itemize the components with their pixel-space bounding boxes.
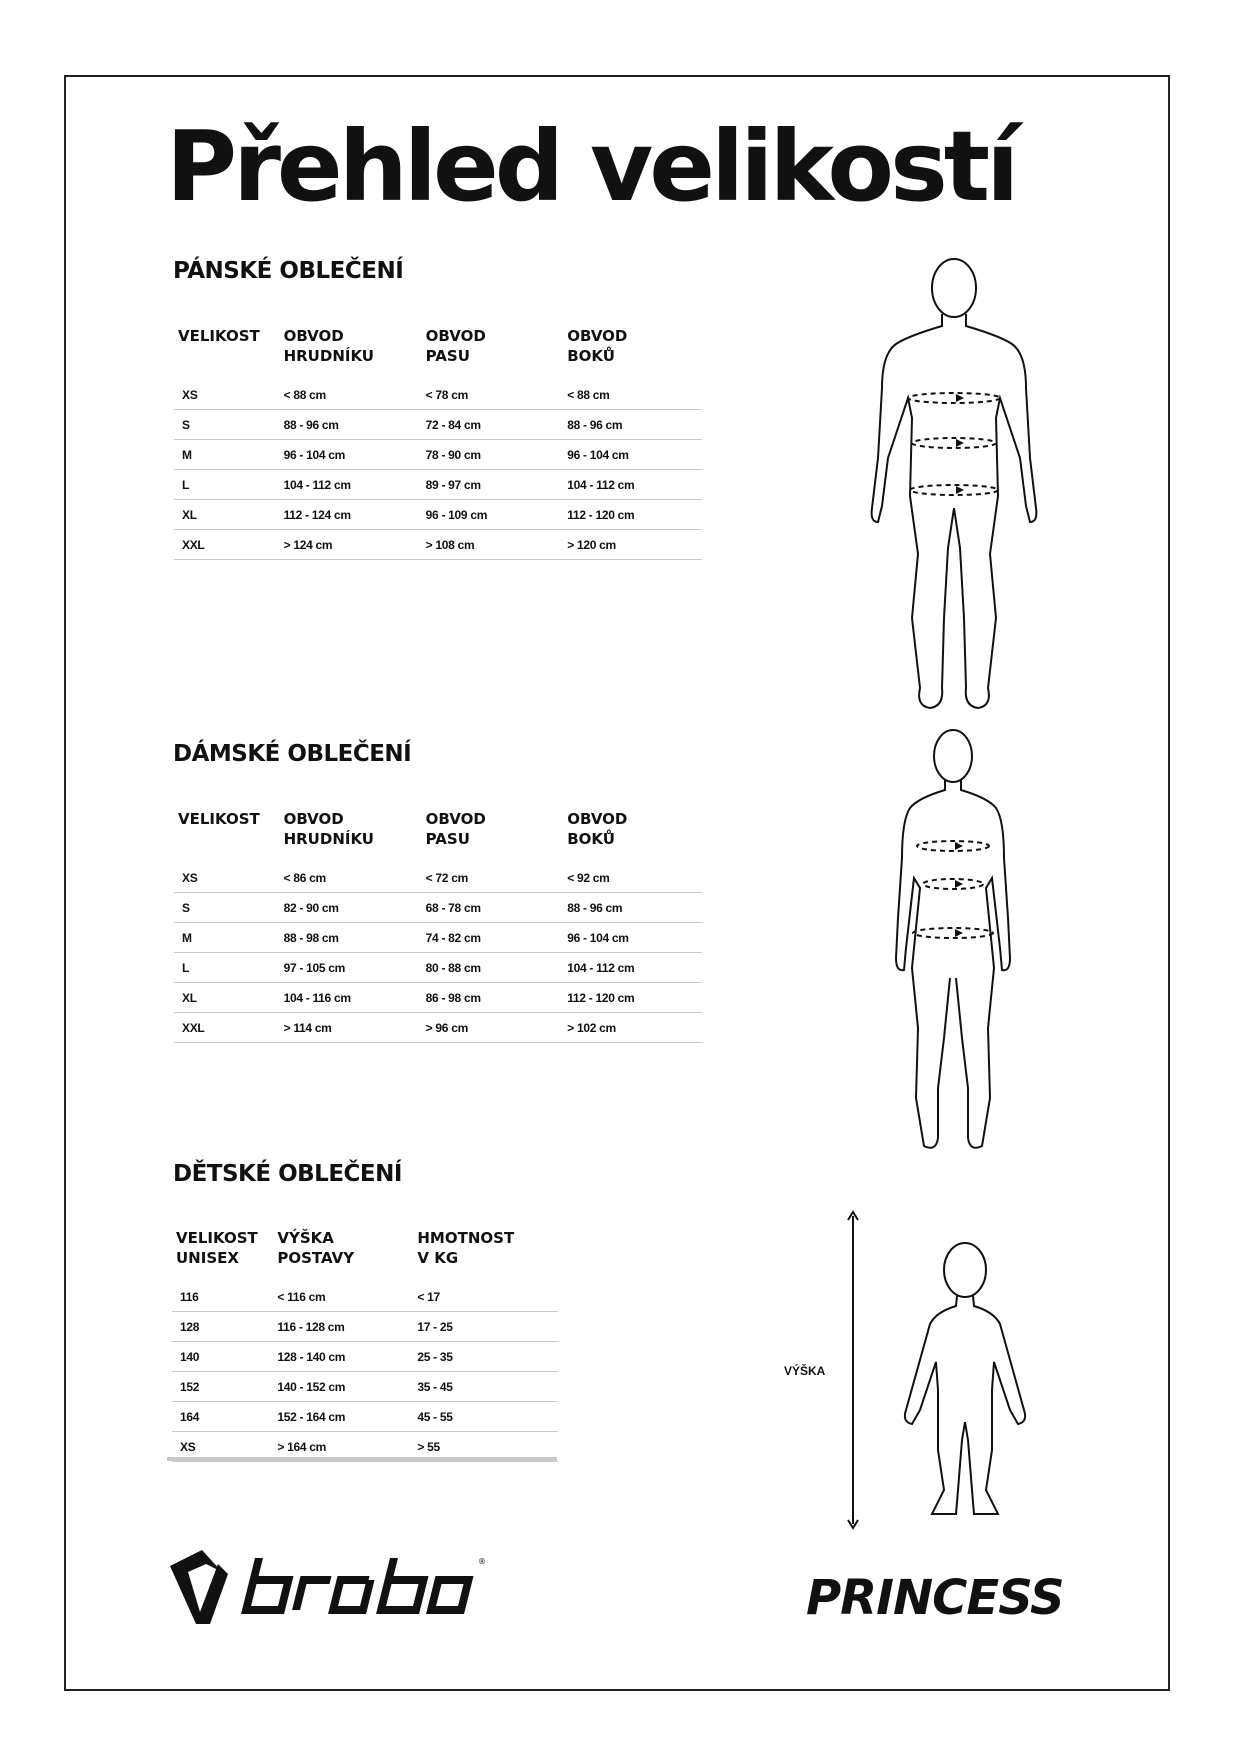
table-cell: < 116 cm <box>277 1282 417 1312</box>
table-cell: 152 <box>172 1372 277 1402</box>
column-header: OBVOD HRUDNÍKU <box>283 327 374 365</box>
table-header-row <box>174 326 702 380</box>
table-cell: 152 - 164 cm <box>277 1402 417 1432</box>
table-cell: > 124 cm <box>284 530 426 560</box>
table-cell: 140 - 152 cm <box>277 1372 417 1402</box>
table-row <box>174 923 702 953</box>
men-section-title: PÁNSKÉ OBLEČENÍ <box>173 258 404 284</box>
table-cell: S <box>174 893 284 923</box>
table-row <box>172 1372 558 1402</box>
table-cell: > 164 cm <box>277 1432 417 1462</box>
column-header: OBVOD PASU <box>425 327 486 365</box>
women-size-table <box>174 809 702 1043</box>
table-cell: 96 - 104 cm <box>567 923 702 953</box>
table-cell: 164 <box>172 1402 277 1432</box>
table-cell: 128 <box>172 1312 277 1342</box>
table-cell: < 17 <box>417 1282 558 1312</box>
table-cell: XL <box>174 983 284 1013</box>
table-cell: > 55 <box>417 1432 558 1462</box>
table-cell: 17 - 25 <box>417 1312 558 1342</box>
female-body-figure-icon <box>888 728 1018 1158</box>
table-cell: XXL <box>174 1013 284 1043</box>
table-cell: < 92 cm <box>567 863 702 893</box>
table-row <box>172 1342 558 1372</box>
table-cell: 112 - 120 cm <box>567 500 702 530</box>
princess-logo: PRINCESS <box>806 1570 1064 1626</box>
table-cell: 86 - 98 cm <box>426 983 568 1013</box>
table-cell: > 102 cm <box>567 1013 702 1043</box>
table-cell: 88 - 96 cm <box>284 410 426 440</box>
table-cell: XXL <box>174 530 284 560</box>
table-cell: 25 - 35 <box>417 1342 558 1372</box>
kids-table-bottom-rule <box>167 1457 557 1461</box>
table-cell: 80 - 88 cm <box>426 953 568 983</box>
table-cell: > 108 cm <box>426 530 568 560</box>
women-section-title: DÁMSKÉ OBLEČENÍ <box>173 741 412 767</box>
table-cell: L <box>174 470 284 500</box>
table-row <box>172 1312 558 1342</box>
table-cell: 116 <box>172 1282 277 1312</box>
table-cell: 88 - 96 cm <box>567 893 702 923</box>
table-row <box>174 380 702 410</box>
table-cell: < 78 cm <box>426 380 568 410</box>
table-cell: > 114 cm <box>284 1013 426 1043</box>
table-cell: 78 - 90 cm <box>426 440 568 470</box>
column-header: HMOTNOST V KG <box>417 1229 515 1267</box>
table-cell: XL <box>174 500 284 530</box>
table-cell: 96 - 104 cm <box>567 440 702 470</box>
height-arrow-icon <box>846 1210 860 1530</box>
table-cell: 104 - 112 cm <box>567 470 702 500</box>
table-cell: 89 - 97 cm <box>426 470 568 500</box>
table-cell: 88 - 98 cm <box>284 923 426 953</box>
table-cell: 68 - 78 cm <box>426 893 568 923</box>
table-cell: S <box>174 410 284 440</box>
column-header: VELIKOST <box>178 810 260 828</box>
table-cell: 104 - 112 cm <box>284 470 426 500</box>
table-header-row <box>172 1228 558 1282</box>
table-cell: 88 - 96 cm <box>567 410 702 440</box>
column-header: VÝŠKA POSTAVY <box>277 1229 355 1267</box>
column-header: VELIKOST <box>178 327 260 345</box>
table-row <box>174 1013 702 1043</box>
table-cell: 96 - 109 cm <box>426 500 568 530</box>
table-cell: < 86 cm <box>284 863 426 893</box>
column-header: VELIKOST UNISEX <box>176 1229 258 1267</box>
table-cell: > 120 cm <box>567 530 702 560</box>
table-row <box>174 953 702 983</box>
table-row <box>174 500 702 530</box>
table-cell: 74 - 82 cm <box>426 923 568 953</box>
column-header: OBVOD BOKŮ <box>567 810 628 848</box>
table-cell: 116 - 128 cm <box>277 1312 417 1342</box>
table-cell: M <box>174 440 284 470</box>
table-cell: 104 - 116 cm <box>284 983 426 1013</box>
table-cell: 128 - 140 cm <box>277 1342 417 1372</box>
table-cell: 104 - 112 cm <box>567 953 702 983</box>
men-size-table <box>174 326 702 560</box>
table-header-row <box>174 809 702 863</box>
table-cell: 140 <box>172 1342 277 1372</box>
table-row <box>174 410 702 440</box>
table-row <box>172 1282 558 1312</box>
table-cell: 112 - 120 cm <box>567 983 702 1013</box>
height-label: VÝŠKA <box>784 1364 826 1378</box>
table-row <box>174 863 702 893</box>
brabo-logo <box>166 1550 486 1630</box>
table-cell: > 96 cm <box>426 1013 568 1043</box>
table-cell: 35 - 45 <box>417 1372 558 1402</box>
kids-section-title: DĚTSKÉ OBLEČENÍ <box>173 1161 402 1187</box>
table-cell: 112 - 124 cm <box>284 500 426 530</box>
table-row <box>174 440 702 470</box>
column-header: OBVOD PASU <box>425 810 486 848</box>
page-title: Přehled velikostí <box>166 110 1016 223</box>
table-cell: L <box>174 953 284 983</box>
column-header: OBVOD BOKŮ <box>567 327 628 365</box>
table-row <box>174 893 702 923</box>
table-cell: 97 - 105 cm <box>284 953 426 983</box>
table-cell: XS <box>174 380 284 410</box>
table-row <box>174 983 702 1013</box>
table-row <box>174 470 702 500</box>
column-header: OBVOD HRUDNÍKU <box>283 810 374 848</box>
kids-size-table <box>172 1228 558 1462</box>
table-cell: 82 - 90 cm <box>284 893 426 923</box>
table-cell: < 72 cm <box>426 863 568 893</box>
table-row <box>174 530 702 560</box>
table-cell: < 88 cm <box>567 380 702 410</box>
male-body-figure-icon <box>868 258 1040 716</box>
table-cell: XS <box>174 863 284 893</box>
table-cell: XS <box>172 1432 277 1462</box>
table-cell: 96 - 104 cm <box>284 440 426 470</box>
table-row <box>172 1402 558 1432</box>
child-body-figure-icon <box>902 1240 1032 1526</box>
table-cell: 45 - 55 <box>417 1402 558 1432</box>
table-cell: 72 - 84 cm <box>426 410 568 440</box>
svg-text:®: ® <box>478 1557 486 1566</box>
table-cell: < 88 cm <box>284 380 426 410</box>
table-cell: M <box>174 923 284 953</box>
